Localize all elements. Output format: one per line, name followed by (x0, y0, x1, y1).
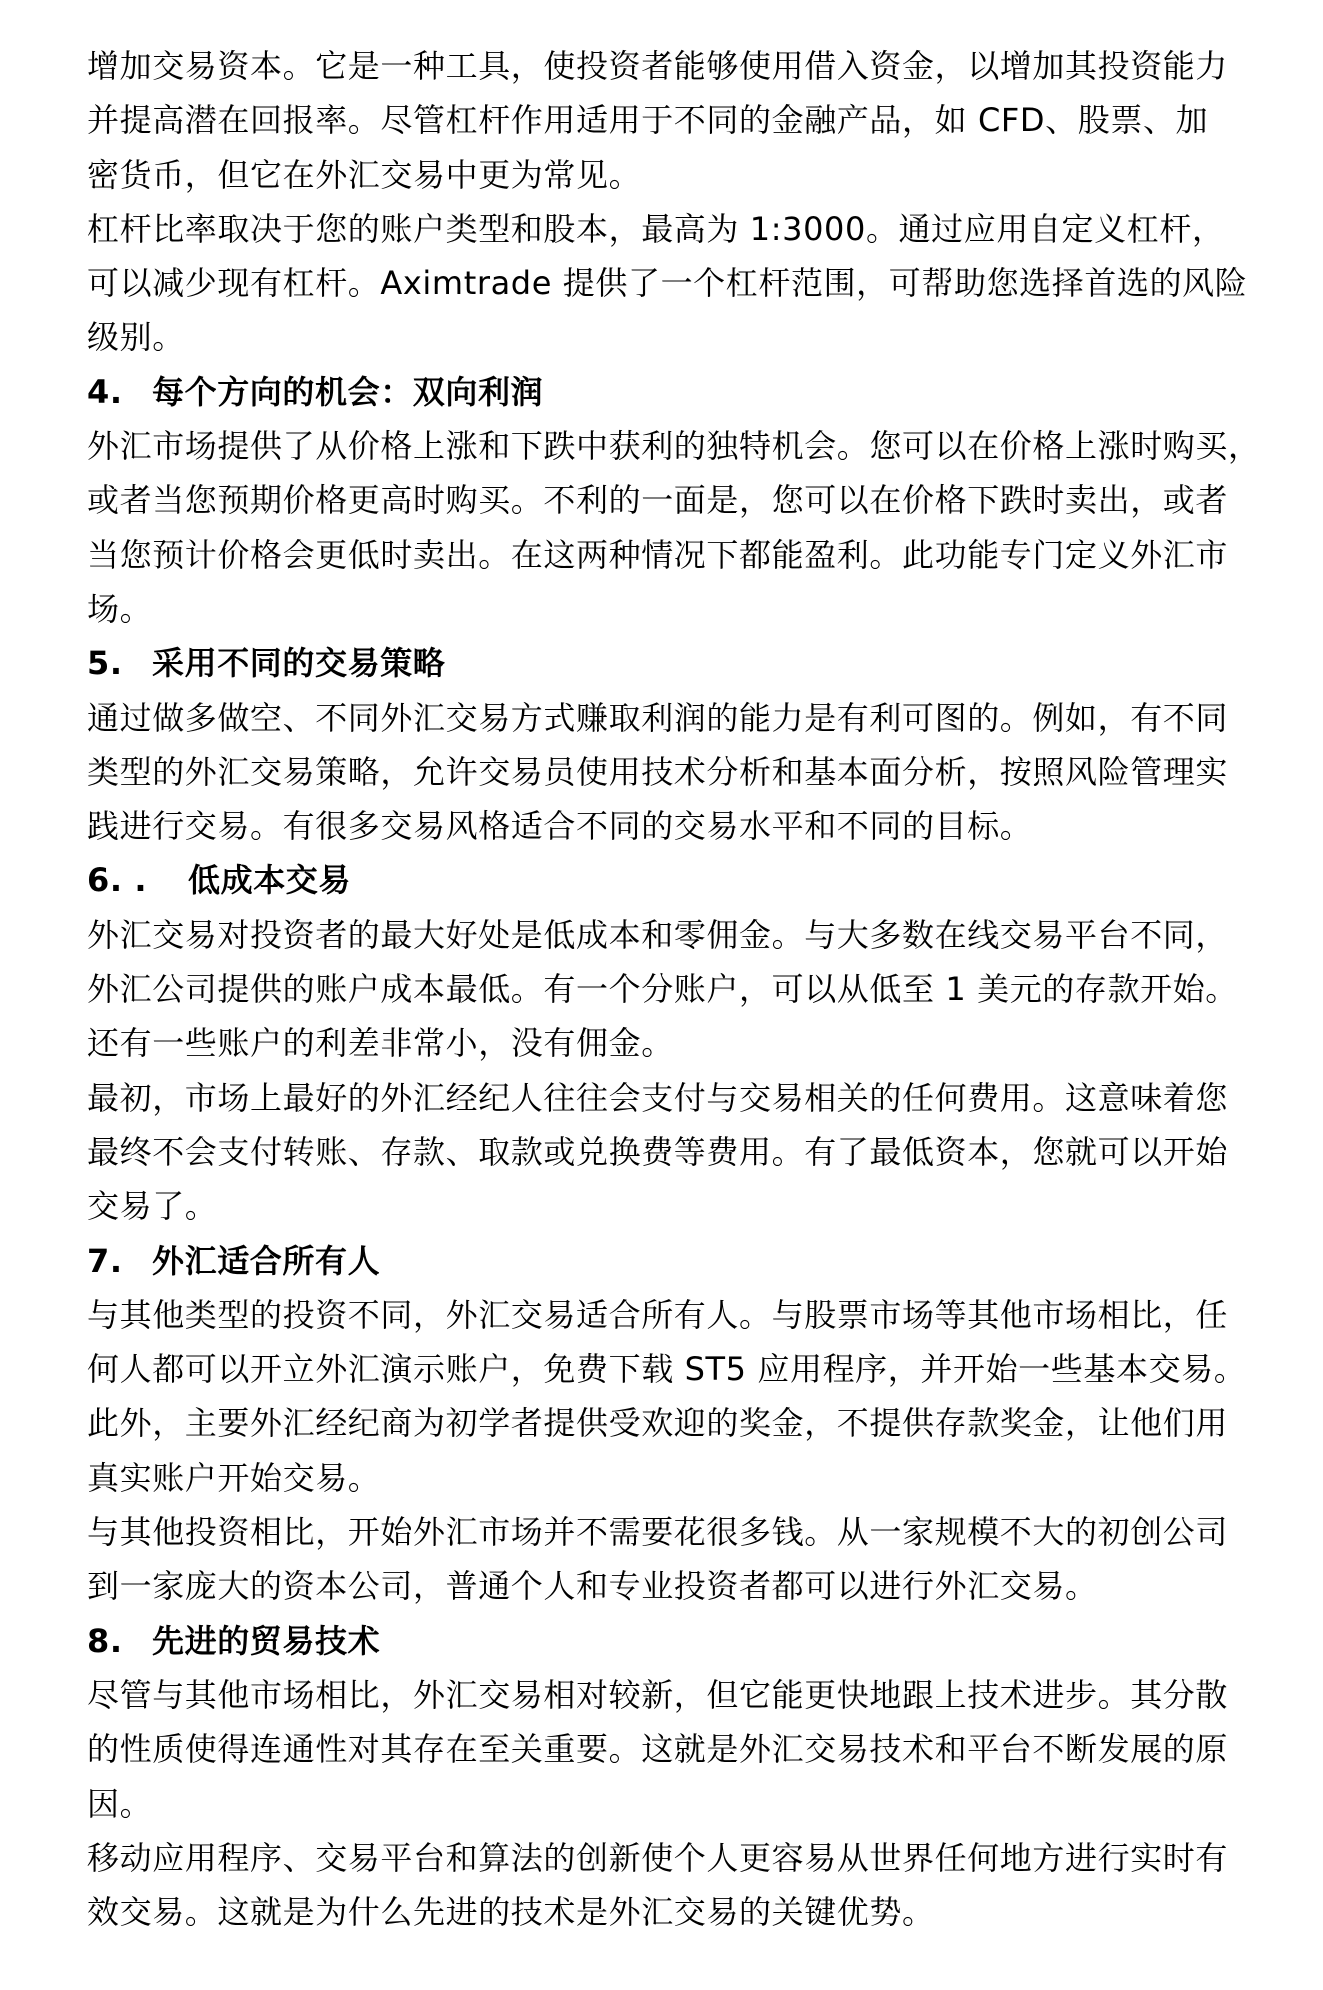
text-line: 或者当您预期价格更高时购买。不利的一面是，您可以在价格下跌时卖出，或者 (87, 481, 1229, 520)
text-line: 还有一些账户的利差非常小，没有佣金。 (87, 1024, 674, 1063)
paragraph-for-everyone (87, 1288, 1247, 1614)
heading-number: 6. . (87, 861, 148, 900)
paragraph-two-way-profit (87, 419, 1261, 636)
text-line: 当您预计价格会更低时卖出。在这两种情况下都能盈利。此功能专门定义外汇市 (87, 535, 1229, 574)
paragraph-strategies (87, 691, 1247, 854)
paragraph-leverage (87, 39, 1247, 365)
text-line: 因。 (87, 1784, 153, 1823)
text-line: 何人都可以开立外汇演示账户，免费下载 ST5 应用程序，并开始一些基本交易。 (87, 1350, 1247, 1389)
text-line: 的性质使得连通性对其存在至关重要。这就是外汇交易技术和平台不断发展的原 (87, 1730, 1229, 1769)
text-line: 增加交易资本。它是一种工具，使投资者能够使用借入资金，以增加其投资能力 (87, 47, 1229, 85)
text-line: 外汇市场提供了从价格上涨和下跌中获利的独特机会。您可以在价格上涨时购买， (87, 427, 1261, 466)
section-heading-4 (87, 365, 1247, 419)
heading-number: 5. (87, 644, 123, 683)
text-line: 可以减少现有杠杆。Aximtrade 提供了一个杠杆范围，可帮助您选择首选的风险 (87, 264, 1248, 303)
heading-title: 采用不同的交易策略 (152, 644, 446, 683)
text-line: 尽管与其他市场相比，外汇交易相对较新，但它能更快地跟上技术进步。其分散 (87, 1675, 1229, 1714)
text-line: 密货币，但它在外汇交易中更为常见。 (87, 155, 642, 194)
document-page (87, 39, 1261, 1939)
text-line: 杠杆比率取决于您的账户类型和股本，最高为 1:3000。通过应用自定义杠杆， (87, 209, 1225, 248)
text-line: 与其他投资相比，开始外汇市场并不需要花很多钱。从一家规模不大的初创公司 (87, 1513, 1229, 1552)
text-line: 最初，市场上最好的外汇经纪人往往会支付与交易相关的任何费用。这意味着您 (87, 1078, 1229, 1117)
section-heading-7 (87, 1234, 1247, 1288)
heading-title: 每个方向的机会：双向利润 (152, 372, 544, 411)
section-heading-5 (87, 636, 1247, 690)
section-heading-6 (87, 853, 1247, 907)
text-line: 外汇公司提供的账户成本最低。有一个分账户，可以从低至 1 美元的存款开始。 (87, 970, 1238, 1009)
text-line: 最终不会支付转账、存款、取款或兑换费等费用。有了最低资本，您就可以开始 (87, 1132, 1229, 1171)
paragraph-low-cost (87, 908, 1247, 1234)
text-line: 外汇交易对投资者的最大好处是低成本和零佣金。与大多数在线交易平台不同， (87, 915, 1229, 954)
text-line: 移动应用程序、交易平台和算法的创新使个人更容易从世界任何地方进行实时有 (87, 1838, 1229, 1877)
text-line: 效交易。这就是为什么先进的技术是外汇交易的关键优势。 (87, 1893, 935, 1932)
text-line: 类型的外汇交易策略，允许交易员使用技术分析和基本面分析，按照风险管理实 (87, 752, 1229, 791)
section-heading-8 (87, 1614, 1247, 1668)
heading-number: 4. (87, 372, 123, 411)
text-line: 级别。 (87, 318, 185, 357)
heading-number: 8. (87, 1621, 123, 1660)
heading-title: 外汇适合所有人 (152, 1241, 381, 1280)
text-line: 此外，主要外汇经纪商为初学者提供受欢迎的奖金，不提供存款奖金，让他们用 (87, 1404, 1229, 1443)
heading-title: 低成本交易 (188, 861, 352, 900)
text-line: 真实账户开始交易。 (87, 1458, 381, 1497)
heading-title: 先进的贸易技术 (152, 1621, 381, 1660)
text-line: 交易了。 (87, 1187, 218, 1226)
text-line: 践进行交易。有很多交易风格适合不同的交易水平和不同的目标。 (87, 807, 1033, 846)
text-line: 场。 (87, 589, 153, 628)
heading-number: 7. (87, 1241, 123, 1280)
paragraph-technology (87, 1668, 1247, 1939)
text-line: 通过做多做空、不同外汇交易方式赚取利润的能力是有利可图的。例如，有不同 (87, 698, 1229, 737)
text-line: 到一家庞大的资本公司，普通个人和专业投资者都可以进行外汇交易。 (87, 1567, 1098, 1606)
text-line: 与其他类型的投资不同，外汇交易适合所有人。与股票市场等其他市场相比，任 (87, 1295, 1229, 1334)
text-line: 并提高潜在回报率。尽管杠杆作用适用于不同的金融产品，如 CFD、股票、加 (87, 101, 1209, 140)
